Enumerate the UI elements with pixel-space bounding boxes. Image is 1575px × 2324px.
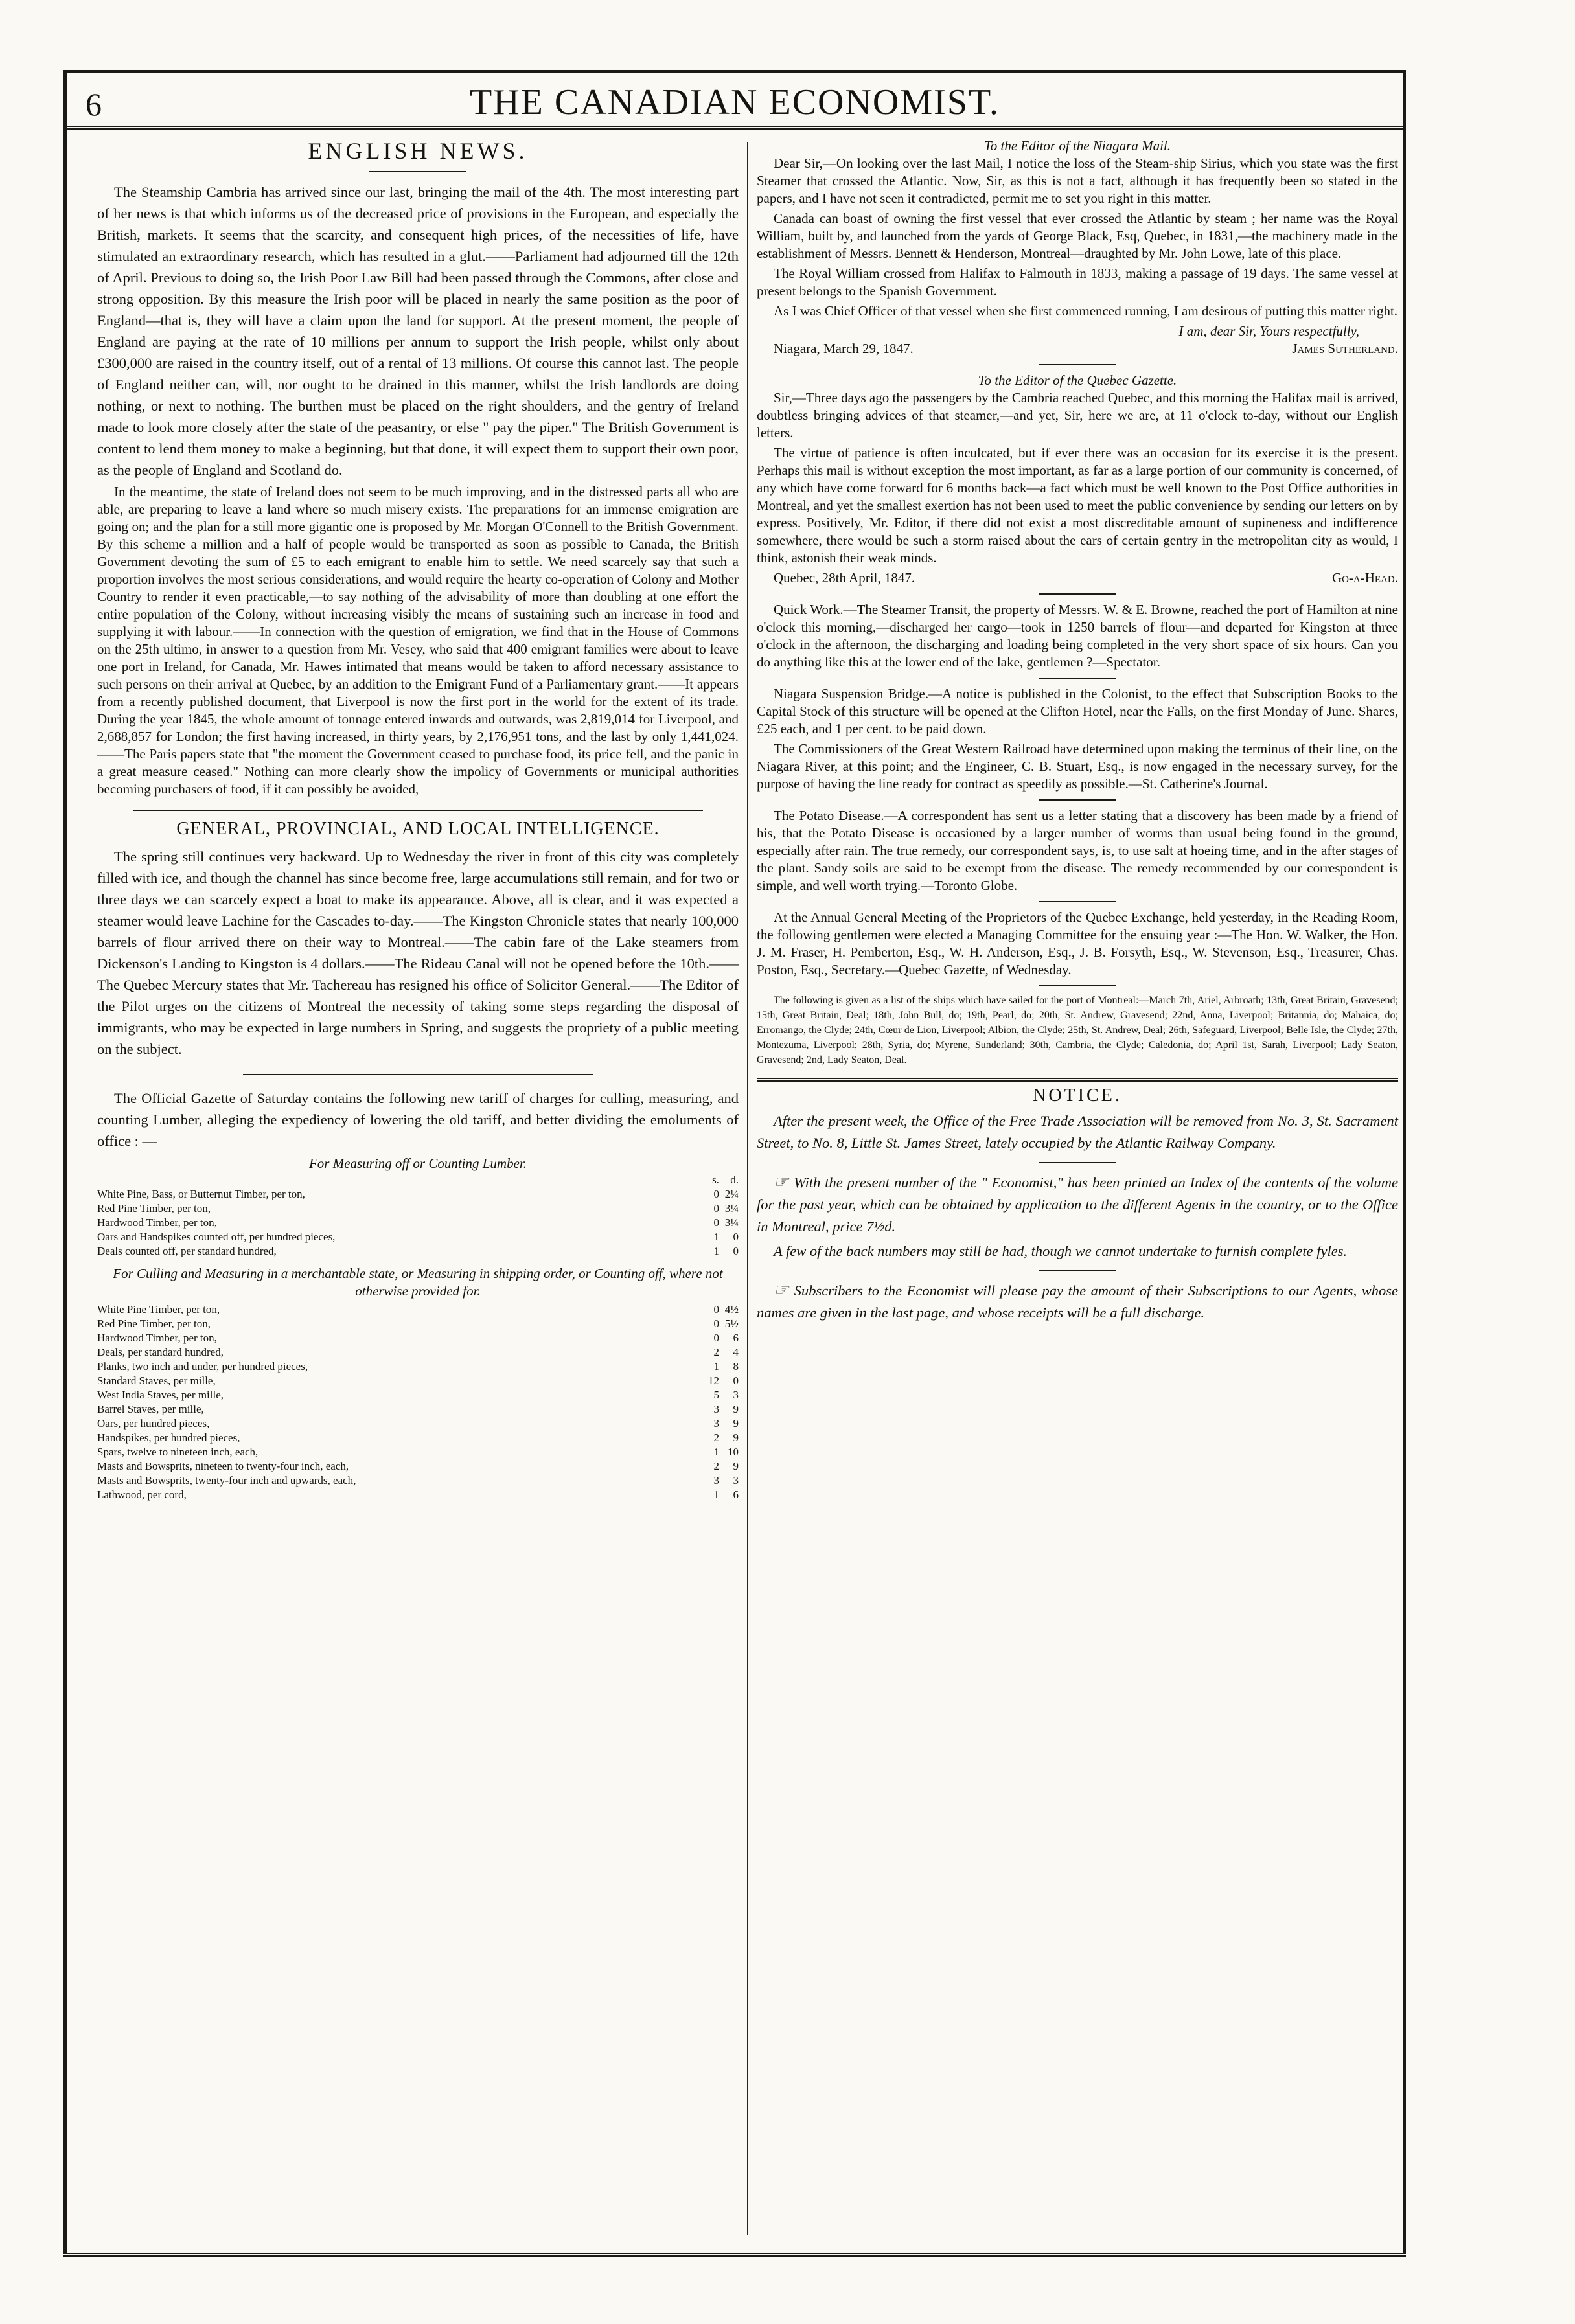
table-row: Hardwood Timber, per ton, 0 6: [97, 1332, 739, 1344]
notice-heading: NOTICE.: [1033, 1086, 1122, 1106]
ships-list-paragraph: The following is given as a list of the ships which have sailed for the port of Montreal:—March 7th, Ariel, Arbroath; 13th, Great Britain, Gravesend; 15th, Great Britain, Deal; 18th, John Bull, do; 19th, Pearl, do; 20th, St. Andrew, Gravesend; 22nd, Anna, Liverpool; Britannia, do; Mahaica, do; Erromango, the Clyde; 24th, Cœur de Lion, Liverpool; Albion, the Clyde; 25th, St. Andrew, Deal; 26th, Safeguard, Liverpool; Belle Isle, the Clyde; 27th, Montezuma, Liverpool; 28th, Syria, do; Myrene, Sunderland; 30th, Cambria, the Clyde; Caledonia, do; April 1st, Sarah, Liverpool; Lady Seaton, Gravesend; 2nd, Lady Seaton, Deal.: [757, 995, 1398, 1065]
english-news-heading: ENGLISH NEWS.: [308, 138, 528, 164]
table-row: Red Pine Timber, per ton, 0 5½: [97, 1317, 739, 1330]
table-row: White Pine, Bass, or Butternut Timber, per ton, 0 2¼: [97, 1188, 739, 1200]
niagara-bridge-paragraph: Niagara Suspension Bridge.—A notice is published in the Colonist, to the effect that Subscription Books to the Capital Stock of this structure will be opened at the Clifton Hotel, near the Falls, on the first Monday of June. Shares, £25 each, and 1 per cent. to be paid down.: [757, 686, 1398, 736]
section-rule: [1039, 1270, 1116, 1271]
table-row: Hardwood Timber, per ton, 0 3¼: [97, 1216, 739, 1229]
potato-disease-paragraph: The Potato Disease.—A correspondent has sent us a letter stating that a discovery has been made by a friend of his, that the Potato Disease is occasioned by a larger number of worms than usual being found in the ground, especially after rain. The true remedy, our correspondent says, is, to use salt at hoeing time, and in the after stages of the plant. Sandy soils are said to be exempt from the disease. The remedy recommended by our correspondent is simple, and well worth trying.—Toronto Globe.: [757, 808, 1398, 893]
table-row: Oars and Handspikes counted off, per hundred pieces, 1 0: [97, 1231, 739, 1243]
general-intelligence-heading: GENERAL, PROVINCIAL, AND LOCAL INTELLIGENCE.: [176, 819, 660, 839]
page-number: 6: [86, 86, 102, 122]
letter1-paragraph: The Royal William crossed from Halifax to Falmouth in 1833, making a passage of 19 days. The same vessel at present belongs to the Spanish Government.: [757, 266, 1398, 299]
table-row: Deals, per standard hundred, 2 4: [97, 1346, 739, 1358]
table-row: Red Pine Timber, per ton, 0 3¼: [97, 1202, 739, 1214]
notice-paragraph: A few of the back numbers may still be had, though we cannot undertake to furnish complete fyles.: [774, 1243, 1348, 1259]
letter1-place-date: Niagara, March 29, 1847.: [774, 341, 914, 356]
table-row: Standard Staves, per mille, 12 0: [97, 1374, 739, 1387]
tariff-table-measuring: [97, 1173, 739, 1259]
table-row: Planks, two inch and under, per hundred pieces, 1 8: [97, 1360, 739, 1373]
notice-paragraph: [757, 1171, 1398, 1238]
left-column: [97, 137, 739, 1502]
section-rule: [243, 1073, 593, 1075]
table-row: Deals counted off, per standard hundred, 1 0: [97, 1245, 739, 1257]
pointing-hand-icon: ☞: [774, 1172, 794, 1191]
section-rule: [1039, 901, 1116, 902]
pointing-hand-icon: ☞: [774, 1281, 794, 1299]
notice-subscribers-text: Subscribers to the Economist will please pay the amount of their Subscriptions to our Agents, whose names are given in the last page, and whose receipts will be a full discharge.: [757, 1282, 1398, 1321]
letter2-signoff: [757, 569, 1398, 587]
letter1-heading: To the Editor of the Niagara Mail.: [984, 138, 1171, 154]
tariff-table1-heading: For Measuring off or Counting Lumber.: [308, 1156, 527, 1171]
table-row: Masts and Bowsprits, nineteen to twenty-four inch, each, 2 9: [97, 1460, 739, 1472]
bottom-border: [63, 2253, 1406, 2257]
notice-paragraph: [757, 1279, 1398, 1324]
english-news-paragraph: In the meantime, the state of Ireland does not seem to be much improving, and in the distressed parts all who are able, are preparing to leave a land where so much misery exists. The preparations for an immense emigration are going on; and the plan for a still more gigantic one is proposed by Mr. Morgan O'Connell to the British Government. By this scheme a million and a half of people would be transported as soon as possible to Canada, the British Government devoting the sum of £5 to each emigrant to enable him to settle. We need scarcely say that such a proportion involves the most serious considerations, and would require the hearty co-operation of Colony and Mother Country to render it even practicable,—to say nothing of the advisability of more than doubling at one effort the entire population of the Colony, without increasing visibly the means of sustaining such an increase in food and supplying it with labour.——In connection with the question of emigration, we find that in the House of Commons on the 25th ultimo, in answer to a question from Mr. Vesey, who said that 400 emigrant families were about to leave one port in Ireland, for Canada, Mr. Hawes intimated that means would be taken to afford necessary assistance to such persons on their arrival at Quebec, by an addition to the Emigrant Fund of a Parliamentary grant.——It appears from a recently published document, that Liverpool is now the first port in the world for the extent of its trade. During the year 1845, the whole amount of tonnage entered inwards and outwards, was 2,819,014 for Liverpool, and 2,688,857 for London; the first having increased, in thirty years, by 2,176,951 tons, and the last by only 1,441,024.——The Paris papers state that "the moment the Government ceased to purchase food, its price fell, and the panic in a great measure ceased." Nothing can more clearly show the impolicy of Governments or municipal authorities becoming purchasers of food, if it can possibly be avoided,: [97, 484, 739, 797]
notice-paragraph: After the present week, the Office of the Free Trade Association will be removed from No. 3, St. Sacrament Street, to No. 8, Little St. James Street, lately occupied by the Atlantic Railway Company.: [757, 1113, 1398, 1151]
letter2-signature: Go-a-Head.: [1331, 570, 1398, 586]
notice-rule: [757, 1078, 1398, 1082]
quebec-exchange-paragraph: At the Annual General Meeting of the Proprietors of the Quebec Exchange, held yesterday, in the Reading Room, the following gentlemen were elected a Managing Committee for the ensuing year :—The Hon. W. Walker, the Hon. J. M. Fraser, H. Pemberton, Esq., W. H. Anderson, Esq., J. B. Forsyth, Esq., W. Stevenson, Esq., Treasurer, Chas. Poston, Esq., Secretary.—Quebec Gazette, of Wednesday.: [757, 909, 1398, 977]
table-row: Lathwood, per cord, 1 6: [97, 1488, 739, 1501]
letter1-signature: James Sutherland.: [1292, 341, 1398, 356]
notice-index-text: With the present number of the " Economist," has been printed an Index of the contents of the volume for the past year, which can be obtained by application to the different Agents in the country, or to the Office in Montreal, price 7½d.: [757, 1174, 1399, 1235]
letter2-heading: To the Editor of the Quebec Gazette.: [978, 372, 1177, 388]
letter1-paragraph: Canada can boast of owning the first vessel that ever crossed the Atlantic by steam ; her name was the Royal William, built by, and launched from the yards of George Black, Esq, Quebec, in 1831,—the machinery made in the establishment of Messrs. Bennett & Henderson, Montreal—draughted by Mr. John Lowe, late of this place.: [757, 211, 1398, 261]
section-rule: [1039, 364, 1116, 365]
section-rule: [1039, 799, 1116, 801]
letter2-paragraph: The virtue of patience is often inculcated, but if ever there was an occasion for its exercise it is the present. Perhaps this mail is without exception the most important, as far as a large portion of our community is concerned, of any which have come forward for 6 months back—a fact which must be well known to the Post Office authorities in Montreal, and yet the smallest exertion has not been used to meet the public convenience by sending our letters on by express. Positively, Mr. Editor, if there did not exist a most discreditable amount of supineness and indifference somewhere, there would be such a storm raised about the ears of certain gentry in the metropolitan city as would, I think, astonish their weak minds.: [757, 445, 1398, 565]
heading-rule: [369, 171, 466, 172]
tariff-table2-heading: For Culling and Measuring in a merchantable state, or Measuring in shipping order, or Counting off, where not otherwise provided for.: [113, 1266, 723, 1299]
column-divider: [747, 142, 748, 2235]
section-rule: [1039, 1162, 1116, 1163]
table-row: Oars, per hundred pieces, 3 9: [97, 1417, 739, 1430]
unit-shillings: s.: [712, 1174, 719, 1186]
table-row: Barrel Staves, per mille, 3 9: [97, 1403, 739, 1415]
letter1-paragraph: Dear Sir,—On looking over the last Mail, I notice the loss of the Steam-ship Sirius, which you state was the first Steamer that crossed the Atlantic. Now, Sir, as this is not a fact, although it has frequently been so stated in the papers, and I have not seen it contradicted, permit me to set you right in this matter.: [757, 155, 1398, 206]
newspaper-title: THE CANADIAN ECONOMIST.: [469, 82, 1000, 122]
section-rule: [1039, 678, 1116, 679]
letter2-place-date: Quebec, 28th April, 1847.: [774, 570, 915, 586]
section-rule: [1039, 593, 1116, 595]
english-news-paragraph: The Steamship Cambria has arrived since our last, bringing the mail of the 4th. The most interesting part of her news is that which informs us of the decreased price of provisions in the European, and especially the British, markets. It seems that the scarcity, and consequent high prices, of the necessities of life, have stimulated an extraordinary research, which has resulted in a glut.——Parliament had adjourned till the 12th of April. Previous to doing so, the Irish Poor Law Bill had been passed through the Commons, after close and strong opposition. By this measure the Irish poor will be placed in nearly the same position as the poor of England—that is, they will have a claim upon the land for support. At the present moment, the people of England are paying at the rate of 10 millions per annum to support the Irish people, whilst only about £300,000 are raised in the country itself, out of a rental of 13 millions. Of course this cannot last. The people of England neither can, will, nor ought to be drained in this manner, whilst the Irish landlords are doing nothing, or next to nothing. The burthen must be placed on the right shoulders, and the gentry of Ireland made to look more closely after the state of the peasantry, or else " pay the piper." The British Government is content to lend them money to make a beginning, but that done, it will expect them to support their own poor, as the people of England and Scotland do.: [97, 184, 739, 478]
section-rule: [1039, 985, 1116, 986]
table-row: Handspikes, per hundred pieces, 2 9: [97, 1431, 739, 1444]
tariff-intro: The Official Gazette of Saturday contains the following new tariff of charges for culling, measuring, and counting Lumber, alleging the expediency of lowering the old tariff, and better dividing the emoluments of office : —: [97, 1090, 739, 1149]
unit-pence: d.: [730, 1174, 739, 1186]
letter2-paragraph: Sir,—Three days ago the passengers by the Cambria reached Quebec, and this morning the Halifax mail is arrived, doubtless bringing advices of that steamer,—and yet, Sir, here we are, at 11 o'clock to-day, without our English letters.: [757, 390, 1398, 440]
section-rule: [133, 810, 703, 811]
letter1-paragraph: As I was Chief Officer of that vessel when she first commenced running, I am desirous of putting this matter right.: [774, 303, 1398, 319]
table-row: West India Staves, per mille, 5 3: [97, 1389, 739, 1401]
right-column: [757, 137, 1398, 1327]
niagara-bridge-paragraph: The Commissioners of the Great Western Railroad have determined upon making the terminus of their line, on the Niagara River, at this point; and the Engineer, C. B. Stuart, Esq., is now engaged in the necessary survey, for the purpose of having the line ready for contract as speedily as possible.—St. Catherine's Journal.: [757, 741, 1398, 792]
tariff-table-culling: [97, 1303, 739, 1502]
letter1-closing: I am, dear Sir, Yours respectfully,: [1178, 323, 1359, 339]
table-row: Spars, twelve to nineteen inch, each, 1 10: [97, 1446, 739, 1458]
general-intelligence-paragraph: The spring still continues very backward. Up to Wednesday the river in front of this city was completely filled with ice, and though the channel has since become free, large accumulations still remain, and for two or three days we can scarcely expect a boat to make its appearance. Above, all is clear, and it was expected a steamer would leave Lachine for the Cascades to-day.——The Kingston Chronicle states that nearly 100,000 barrels of flour arrived there on their way to Montreal.——The cabin fare of the Lake steamers from Dickenson's Landing to Kingston is 4 dollars.——The Rideau Canal will not be opened before the 10th.——The Quebec Mercury states that Mr. Tachereau has resigned his office of Solicitor General.——The Editor of the Pilot urges on the citizens of Montreal the necessity of taking some steps regarding the disposal of immigrants, who may be expected in large numbers in Spring, and suggests the propriety of a public meeting on the subject.: [97, 849, 739, 1057]
table-row: Masts and Bowsprits, twenty-four inch and upwards, each, 3 3: [97, 1474, 739, 1487]
quick-work-paragraph: Quick Work.—The Steamer Transit, the property of Messrs. W. & E. Browne, reached the port of Hamilton at nine o'clock this morning,—discharged her cargo—took in 1250 barrels of flour—and departed for Kingston at three o'clock in the afternoon, the discharging and loading being completed in the very short space of six hours. Can you do anything like this at the lower end of the lake, gentlemen ?—Spectator.: [757, 602, 1398, 670]
masthead-rule: [63, 126, 1406, 130]
letter1-signoff: [757, 340, 1398, 358]
table-row: White Pine Timber, per ton, 0 4½: [97, 1303, 739, 1316]
